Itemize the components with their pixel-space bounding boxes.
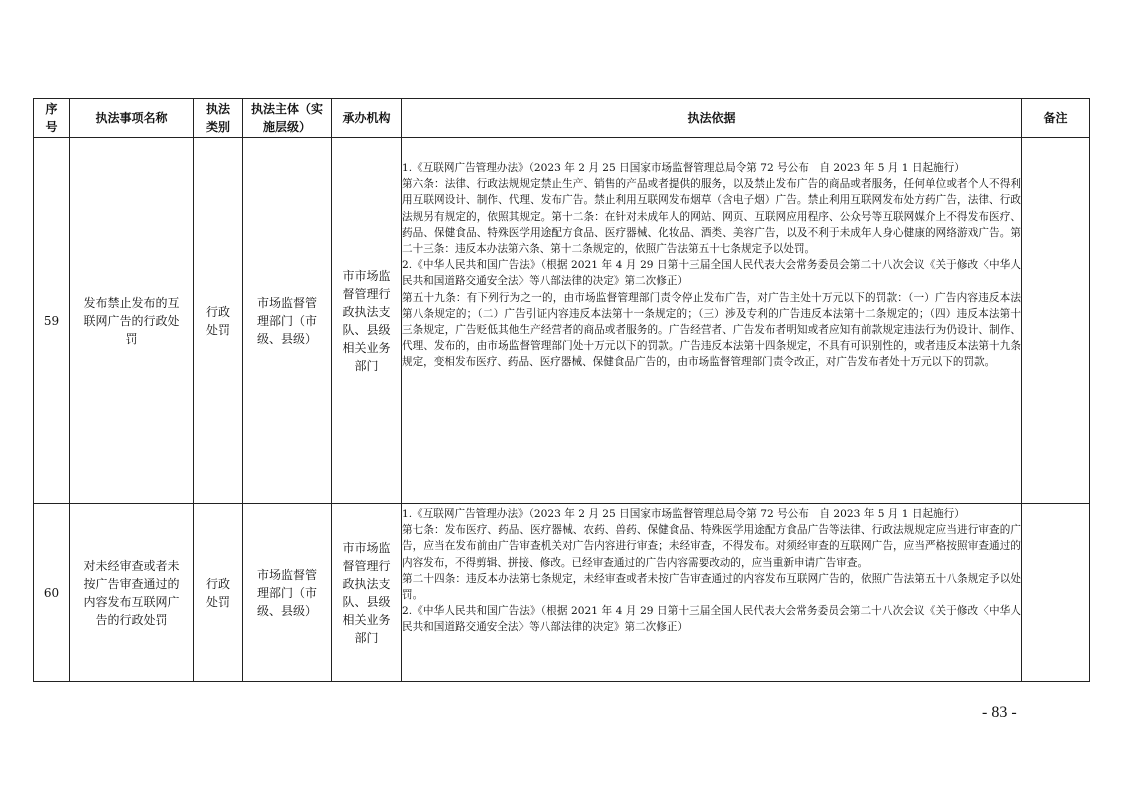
header-basis: 执法依据	[402, 99, 1022, 138]
basis-paragraph: 2.《中华人民共和国广告法》（根据 2021 年 4 月 29 日第十三届全国人民代表大会常务委员会第二十八次会议《关于修改〈中华人民共和国道路交通安全法〉等八部法律的决定》第二次修正）	[402, 605, 1021, 634]
table-header-row	[34, 99, 1090, 138]
header-org: 承办机构	[332, 99, 402, 138]
header-subject: 执法主体（实施层级）	[243, 99, 332, 138]
row-remark	[1022, 138, 1090, 504]
row-seq: 60	[34, 504, 70, 682]
law-enforcement-table	[33, 98, 1090, 682]
basis-paragraph: 第五十九条：有下列行为之一的，由市场监督管理部门责令停止发布广告，对广告主处十万元以下的罚款：（一）广告内容违反本法第八条规定的；（二）广告引证内容违反本法第十一条规定的；（三）涉及专利的广告违反本法第十二条规定的；（四）违反本法第十三条规定，广告贬低其他生产经营者的商品或者服务的。广告经营者、广告发布者明知或者应知有前款规定违法行为仍设计、制作、代理、发布的，由市场监督管理部门处十万元以下的罚款。广告违反本法第十四条规定，不具有可识别性的，或者违反本法第十九条规定，变相发布医疗、药品、医疗器械、保健食品广告的，由市场监督管理部门责令改正，对广告发布者处十万元以下的罚款。	[402, 291, 1021, 369]
basis-paragraph: 第七条：发布医疗、药品、医疗器械、农药、兽药、保健食品、特殊医学用途配方食品广告等法律、行政法规规定应当进行审查的广告，应当在发布前由广告审查机关对广告内容进行审查；未经审查，不得发布。对须经审查的互联网广告，应当严格按照审查通过的内容发布，不得剪辑、拼接、修改。已经审查通过的广告内容需要改动的，应当重新申请广告审查。	[402, 524, 1021, 569]
basis-paragraph: 1.《互联网广告管理办法》（2023 年 2 月 25 日国家市场监督管理总局令第 72 号公布 自 2023 年 5 月 1 日起施行）	[402, 162, 965, 174]
row-name: 发布禁止发布的互联网广告的行政处罚	[70, 138, 194, 504]
basis-paragraph: 2.《中华人民共和国广告法》（根据 2021 年 4 月 29 日第十三届全国人民代表大会常务委员会第二十八次会议《关于修改〈中华人民共和国道路交通安全法〉等八部法律的决定》第二次修正）	[402, 259, 1021, 288]
page-number: - 83 -	[982, 704, 1017, 721]
table-row	[34, 504, 1090, 682]
row-category: 行政处罚	[194, 504, 243, 682]
basis-paragraph: 第二十四条：违反本办法第七条规定，未经审查或者未按广告审查通过的内容发布互联网广告的，依照广告法第五十八条规定予以处罚。	[402, 572, 1021, 602]
row-category: 行政处罚	[194, 138, 243, 504]
row-seq: 59	[34, 138, 70, 504]
header-seq: 序号	[34, 99, 70, 138]
header-name: 执法事项名称	[70, 99, 194, 138]
basis-paragraph: 1.《互联网广告管理办法》（2023 年 2 月 25 日国家市场监督管理总局令第 72 号公布 自 2023 年 5 月 1 日起施行）	[402, 508, 965, 520]
row-basis	[402, 138, 1022, 504]
row-name: 对未经审查或者未按广告审查通过的内容发布互联网广告的行政处罚	[70, 504, 194, 682]
row-org: 市市场监督管理行政执法支队、县级相关业务部门	[332, 504, 402, 682]
row-subject: 市场监督管理部门（市级、县级）	[243, 138, 332, 504]
header-category: 执法类别	[194, 99, 243, 138]
table-row	[34, 138, 1090, 504]
row-org: 市市场监督管理行政执法支队、县级相关业务部门	[332, 138, 402, 504]
row-basis	[402, 504, 1022, 682]
row-remark	[1022, 504, 1090, 682]
header-remark: 备注	[1022, 99, 1090, 138]
row-subject: 市场监督管理部门（市级、县级）	[243, 504, 332, 682]
basis-paragraph: 第六条：法律、行政法规规定禁止生产、销售的产品或者提供的服务，以及禁止发布广告的商品或者服务，任何单位或者个人不得利用互联网设计、制作、代理、发布广告。禁止利用互联网发布烟草（含电子烟）广告。禁止利用互联网发布处方药广告，法律、行政法规另有规定的，依照其规定。第十二条：在针对未成年人的网站、网页、互联网应用程序、公众号等互联网媒介上不得发布医疗、药品、保健食品、特殊医学用途配方食品、医疗器械、化妆品、酒类、美容广告，以及不利于未成年人身心健康的网络游戏广告。第二十三条：违反本办法第六条、第十二条规定的，依照广告法第五十七条规定予以处罚。	[402, 178, 1021, 256]
